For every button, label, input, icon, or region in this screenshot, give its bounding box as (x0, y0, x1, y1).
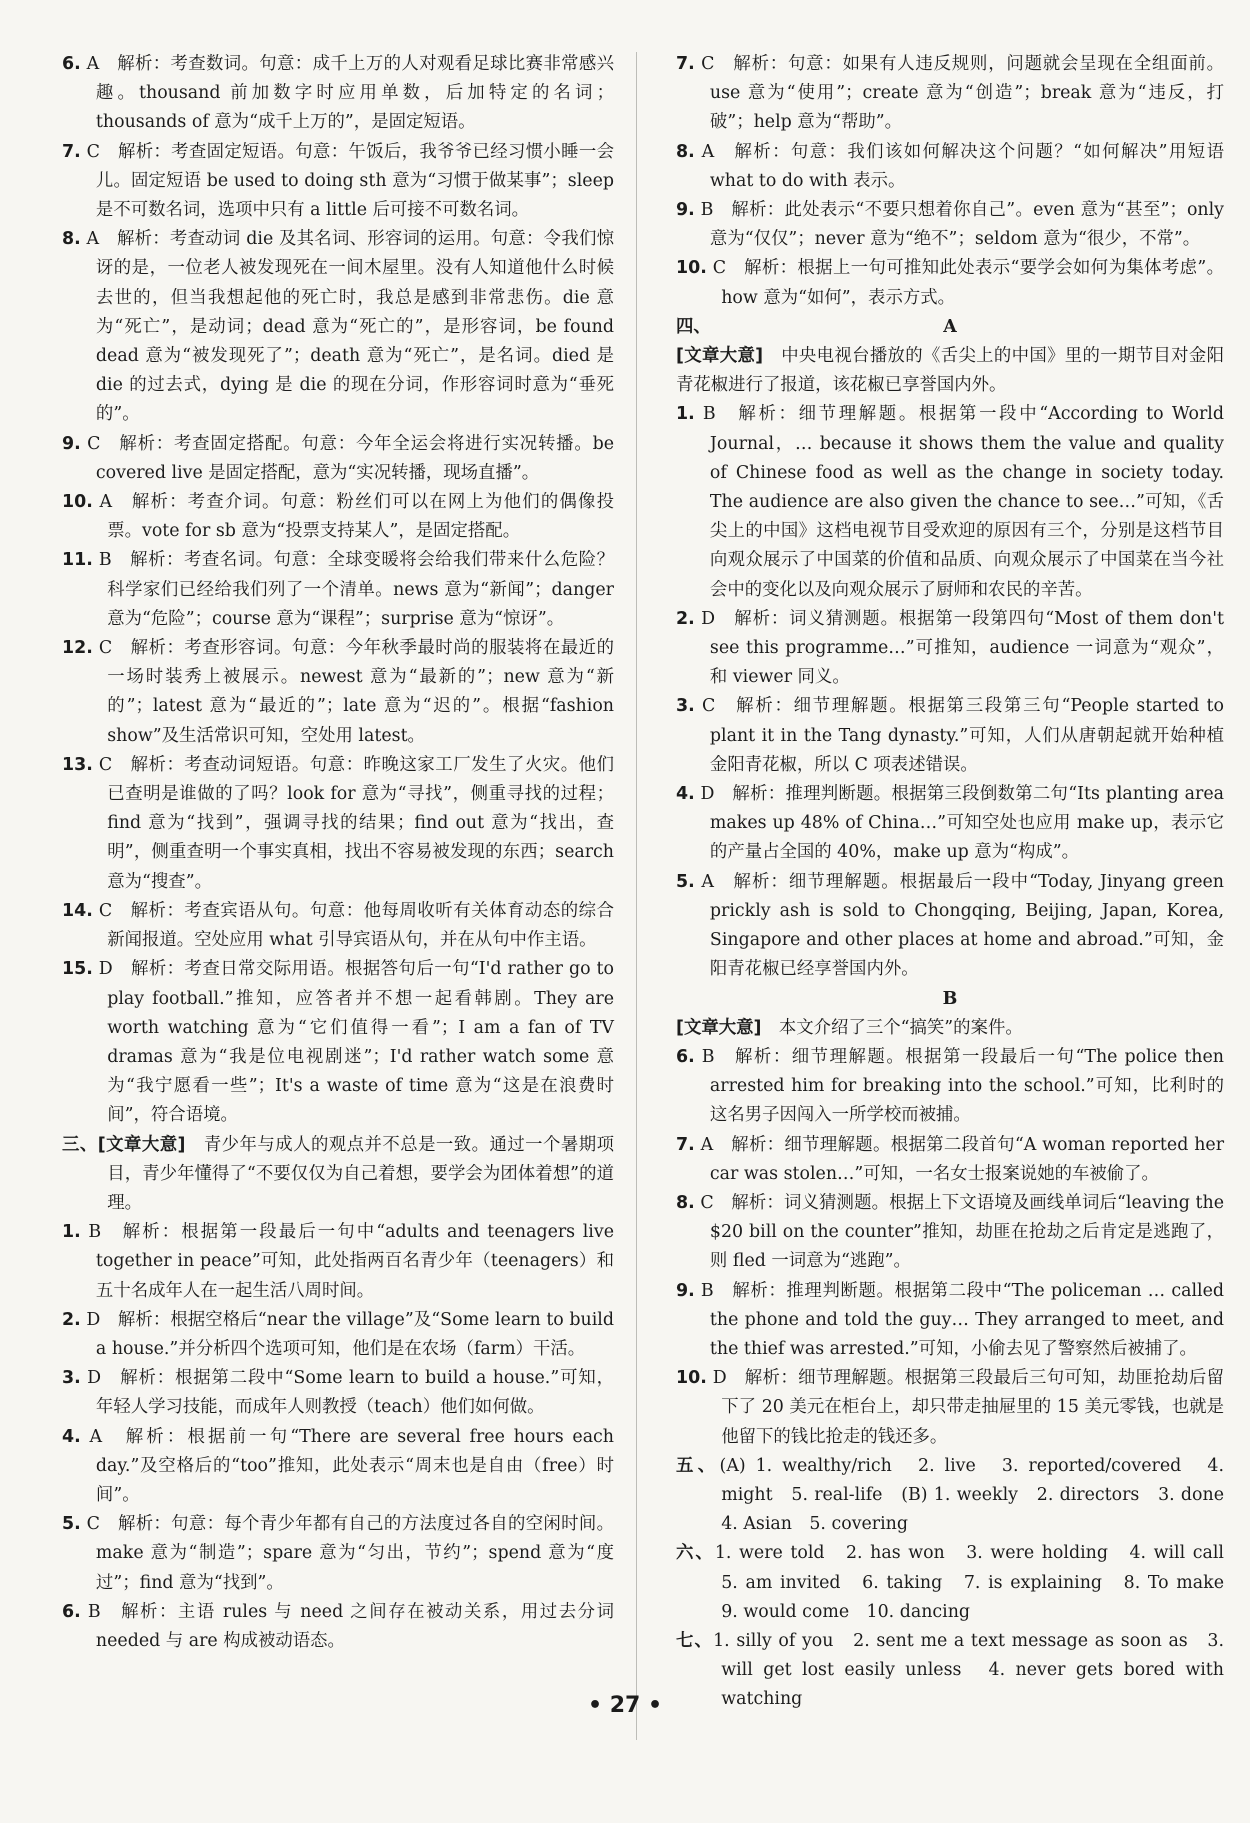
answer-item (62, 225, 614, 429)
answer-text: A 解析：细节理解题。根据第二段首句“A woman reported her car was stolen…”可知，一名女士报案说她的车被偷了。 (700, 1134, 1225, 1184)
answer-item (62, 897, 614, 955)
item-number: 15. (62, 959, 93, 980)
summary-tag: [文章大意] (676, 1017, 762, 1038)
item-number: 5. (676, 871, 695, 892)
answer-item (62, 634, 614, 751)
answer-text: (A) 1. wealthy/rich 2. live 3. reported/covered 4. might 5. real-life (B) 1. weekly 2. directors 3. done 4. Asian 5. covering (719, 1455, 1242, 1535)
answer-item (62, 1306, 614, 1364)
answer-text: B 解析：细节理解题。根据第一段最后一句“The police then arrested him for breaking into the school.”可知，比利时的这名男子因闯入一所学校而被捕。 (701, 1046, 1224, 1126)
answer-text: A 解析：考查动词 die 及其名词、形容词的运用。句意：令我们惊讶的是，一位老人被发现死在一间木屋里。没有人知道他什么时候去世的，但当我想起他的死亡时，我总是感到非常悲伤。die 意为“死亡”，是动词；dead 意为“死亡的”，是形容词，be found dead 意为“被发现死了”；death 意为“死亡”，是名词。died 是 die 的过去式，dying 是 die 的现在分词，作形容词时意为“垂死的”。 (86, 229, 614, 425)
answer-text: 1. were told 2. has won 3. were holding 4. will call 5. am invited 6. taking 7. is explaining 8. To make 9. would come 10. dancing (714, 1543, 1242, 1622)
item-number: 1. (62, 1222, 81, 1243)
answer-text: D 解析：考查日常交际用语。根据答句后一句“I'd rather go to play football.”推知，应答者并不想一起看韩剧。They are worth watching 意为“它们值得一看”；I am a fan of TV dramas 意为“我是位电视剧迷”；I'd rather watch some 意为“我宁愿看一些”；It's a waste of time 意为“这是在浪费时间”，符合语境。 (98, 959, 614, 1126)
item-number: 13. (62, 754, 93, 775)
item-number: 8. (62, 229, 81, 250)
section-number: 五、 (676, 1455, 720, 1476)
answer-text: D 解析：推理判断题。根据第三段倒数第二句“Its planting area makes up 48% of China…”可知空处也应用 make up，表示它的产量占全国的 40%，make up 意为“构成”。 (700, 784, 1224, 863)
answer-item (676, 254, 1224, 312)
item-number: 10. (62, 492, 93, 513)
item-number: 6. (676, 1046, 695, 1067)
answer-text: D 解析：根据第二段中“Some learn to build a house.”可知，年轻人学习技能，而成年人则教授（teach）他们如何做。 (87, 1368, 614, 1418)
answer-text: C 解析：考查固定搭配。句意：今年全运会将进行实况转播。be covered live 是固定搭配，意为“实况转播，现场直播”。 (87, 433, 615, 483)
answer-text: C 解析：句意：如果有人违反规则，问题就会呈现在全组面前。use 意为“使用”；create 意为“创造”；break 意为“违反，打破”；help 意为“帮助”。 (701, 54, 1224, 133)
item-number: 14. (62, 900, 93, 921)
answer-text: 本文介绍了三个“搞笑”的案件。 (778, 1017, 1023, 1038)
section-number: 七、 (676, 1630, 714, 1651)
item-number: 2. (676, 608, 695, 629)
answer-text: A 解析：句意：我们该如何解决这个问题？“如何解决”用短语 what to do with 表示。 (701, 141, 1224, 191)
passage-heading: B (942, 988, 958, 1009)
section-number: 六、 (676, 1543, 715, 1564)
answer-text: C 解析：考查形容词。句意：今年秋季最时尚的服装将在最近的一场时装秀上被展示。newest 意为“最新的”；new 意为“新的”；latest 意为“最近的”；late 意为“迟的”。根据“fashion show”及生活常识可知，空处用 latest。 (98, 638, 614, 746)
answer-item (62, 546, 614, 634)
answer-text: D 解析：细节理解题。根据第三段最后三句可知，劫匪抢劫后留下了 20 美元在柜台上，却只带走抽屉里的 15 美元零钱，也就是他留下的钱比抢走的钱还多。 (712, 1368, 1224, 1447)
answer-item (62, 50, 614, 138)
answer-text: 1. silly of you 2. sent me a text message as soon as 3. will get lost easily unless 4. never gets bored with watching (713, 1630, 1224, 1710)
item-number: 9. (676, 200, 695, 221)
section-answers (676, 1452, 1242, 1540)
item-number: 10. (676, 258, 707, 279)
answer-item (62, 488, 614, 546)
item-number: 8. (676, 1192, 695, 1213)
answer-item (676, 1277, 1224, 1365)
item-number: 2. (62, 1309, 81, 1330)
answer-text: A 解析：细节理解题。根据最后一段中“Today, Jinyang green prickly ash is sold to Chongqing, Beijing, Japan, Korea, Singapore and other places at home and abroad.”可知，金阳青花椒已经享誉国内外。 (701, 871, 1224, 980)
answer-text: C 解析：考查固定短语。句意：午饭后，我爷爷已经习惯小睡一会儿。固定短语 be used to doing sth 意为“习惯于做某事”；sleep 是不可数名词，选项中只有 a little 后可接不可数名词。 (86, 141, 615, 221)
page-number: • 27 • (587, 1693, 663, 1718)
item-number: 11. (62, 550, 93, 571)
item-number: 4. (676, 784, 695, 805)
left-column (62, 50, 614, 1656)
answer-item (62, 1423, 614, 1511)
answer-item (676, 138, 1224, 196)
answer-text: C 解析：细节理解题。根据第三段第三句“People started to plant it in the Tang dynasty.”可知，人们从唐朝起就开始种植金阳青花椒，所以 C 项表述错误。 (702, 696, 1225, 775)
item-number: 9. (676, 1280, 695, 1301)
answer-text: B 解析：细节理解题。根据第一段中“According to World Journal，… because it shows them the value and quality of Chinese food as well as the change in society today. The audience are also given the chance to see…”可知，《舌尖上的中国》这档电视节目受欢迎的原因有三个，分别是这档节目向观众展示了中国菜的价值和品质、向观众展示了中国菜在当今社会中的变化以及向观众展示了厨师和农民的辛苦。 (702, 404, 1224, 600)
answer-item (62, 1218, 614, 1306)
item-number: 3. (62, 1368, 81, 1389)
answer-text: B 解析：主语 rules 与 need 之间存在被动关系，用过去分词 needed 与 are 构成被动语态。 (87, 1601, 614, 1651)
answer-item (676, 1131, 1224, 1189)
answer-item (62, 1364, 614, 1422)
passage-heading: A (943, 316, 957, 337)
item-number: 7. (676, 54, 695, 74)
answer-item (62, 955, 614, 1130)
answer-item (62, 430, 614, 488)
answer-text: D 解析：根据空格后“near the village”及“Some learn to build a house.”并分析四个选项可知，他们是在农场（farm）干活。 (86, 1309, 614, 1359)
passage-summary (676, 1014, 1224, 1043)
answer-item (676, 50, 1224, 138)
section-answers (62, 1131, 614, 1219)
answer-text: B 解析：此处表示“不要只想着你自己”。even 意为“甚至”；only 意为“仅仅”；never 意为“绝不”；seldom 意为“很少，不常”。 (700, 200, 1225, 250)
item-number: 7. (676, 1134, 695, 1155)
answer-item (676, 605, 1224, 693)
item-number: 10. (676, 1368, 707, 1389)
answer-item (676, 780, 1224, 868)
item-number: 7. (62, 141, 81, 162)
answer-text: A 解析：考查数词。句意：成千上万的人对观看足球比赛非常感兴趣。thousand 前加数字时应用单数，后加特定的名词；thousands of 意为“成千上万的”，是固定短语。 (86, 54, 614, 133)
section-answers (676, 1539, 1242, 1627)
section-number: 四、 (676, 316, 711, 337)
section-number: 三、 (62, 1134, 98, 1155)
answer-item (676, 692, 1224, 780)
answer-item (62, 1598, 614, 1656)
passage-summary (676, 342, 1224, 400)
answer-text: B 解析：考查名词。句意：全球变暖将会给我们带来什么危险？科学家们已经给我们列了一个清单。news 意为“新闻”；danger 意为“危险”；course 意为“课程”；surprise 意为“惊讶”。 (98, 550, 614, 629)
summary-tag: [文章大意] (97, 1134, 186, 1155)
answer-text: B 解析：推理判断题。根据第二段中“The policeman … called the phone and told the guy… They arranged to meet, and the thief was arrested.”可知，小偷去见了警察然后被捕了。 (700, 1280, 1225, 1359)
answer-item (62, 1510, 614, 1598)
answer-text: 中央电视台播放的《舌尖上的中国》里的一期节目对金阳青花椒进行了报道，该花椒已享誉国内外。 (676, 346, 1224, 396)
right-column (676, 50, 1242, 1715)
answer-text: 青少年与成人的观点并不总是一致。通过一个暑期项目，青少年懂得了“不要仅仅为自己着想，要学会为团体着想”的道理。 (107, 1134, 614, 1213)
item-number: 3. (676, 696, 695, 717)
answer-item (62, 138, 614, 226)
answer-item (676, 400, 1224, 604)
answer-text: C 解析：根据上一句可推知此处表示“要学会如何为集体考虑”。how 意为“如何”，表示方式。 (712, 258, 1225, 308)
answer-item (676, 1043, 1224, 1131)
item-number: 6. (62, 54, 81, 74)
answer-text: C 解析：考查宾语从句。句意：他每周收听有关体育动态的综合新闻报道。空处应用 what 引导宾语从句，并在从句中作主语。 (98, 900, 614, 951)
answer-text: C 解析：句意：每个青少年都有自己的方法度过各自的空闲时间。make 意为“制造”；spare 意为“匀出，节约”；spend 意为“度过”；find 意为“找到”。 (86, 1514, 615, 1593)
answer-text: B 解析：根据第一段最后一句中“adults and teenagers live together in peace”可知，此处指两百名青少年（teenagers）和五十名成年人在一起生活八周时间。 (88, 1222, 614, 1301)
summary-tag: [文章大意] (676, 346, 764, 367)
answer-text: A 解析：考查介词。句意：粉丝们可以在网上为他们的偶像投票。vote for sb 意为“投票支持某人”，是固定搭配。 (99, 492, 615, 542)
column-divider (636, 52, 637, 1740)
answer-item (676, 1189, 1224, 1277)
answer-item (676, 196, 1224, 254)
answer-item (62, 751, 614, 897)
answer-item (676, 1364, 1224, 1452)
answer-text: C 解析：考查动词短语。句意：昨晚这家工厂发生了火灾。他们已查明是谁做的了吗？look for 意为“寻找”，侧重寻找的过程；find 意为“找到”，强调寻找的结果；find out 意为“找出，查明”，侧重查明一个事实真相，找出不容易被发现的东西；search 意为“搜查”。 (98, 754, 614, 892)
answer-text: D 解析：词义猜测题。根据第一段第四句“Most of them don't see this programme…”可推知，audience 一词意为“观众”，和 viewer 同义。 (701, 608, 1225, 688)
item-number: 1. (676, 404, 695, 425)
item-number: 4. (62, 1426, 81, 1447)
item-number: 9. (62, 433, 81, 454)
section-heading (676, 313, 1224, 342)
item-number: 8. (676, 141, 695, 162)
answer-text: C 解析：词义猜测题。根据上下文语境及画线单词后“leaving the $20 bill on the counter”推知，劫匪在抢劫之后肯定是逃跑了，则 fled 一词意为“逃跑”。 (700, 1192, 1224, 1272)
answer-item (676, 868, 1224, 985)
item-number: 6. (62, 1601, 81, 1622)
item-number: 12. (62, 638, 93, 659)
answer-text: A 解析：根据前一句“There are several free hours each day.”及空格后的“too”推知，此处表示“周末也是自由（free）时间”。 (89, 1426, 614, 1505)
item-number: 5. (62, 1514, 81, 1535)
